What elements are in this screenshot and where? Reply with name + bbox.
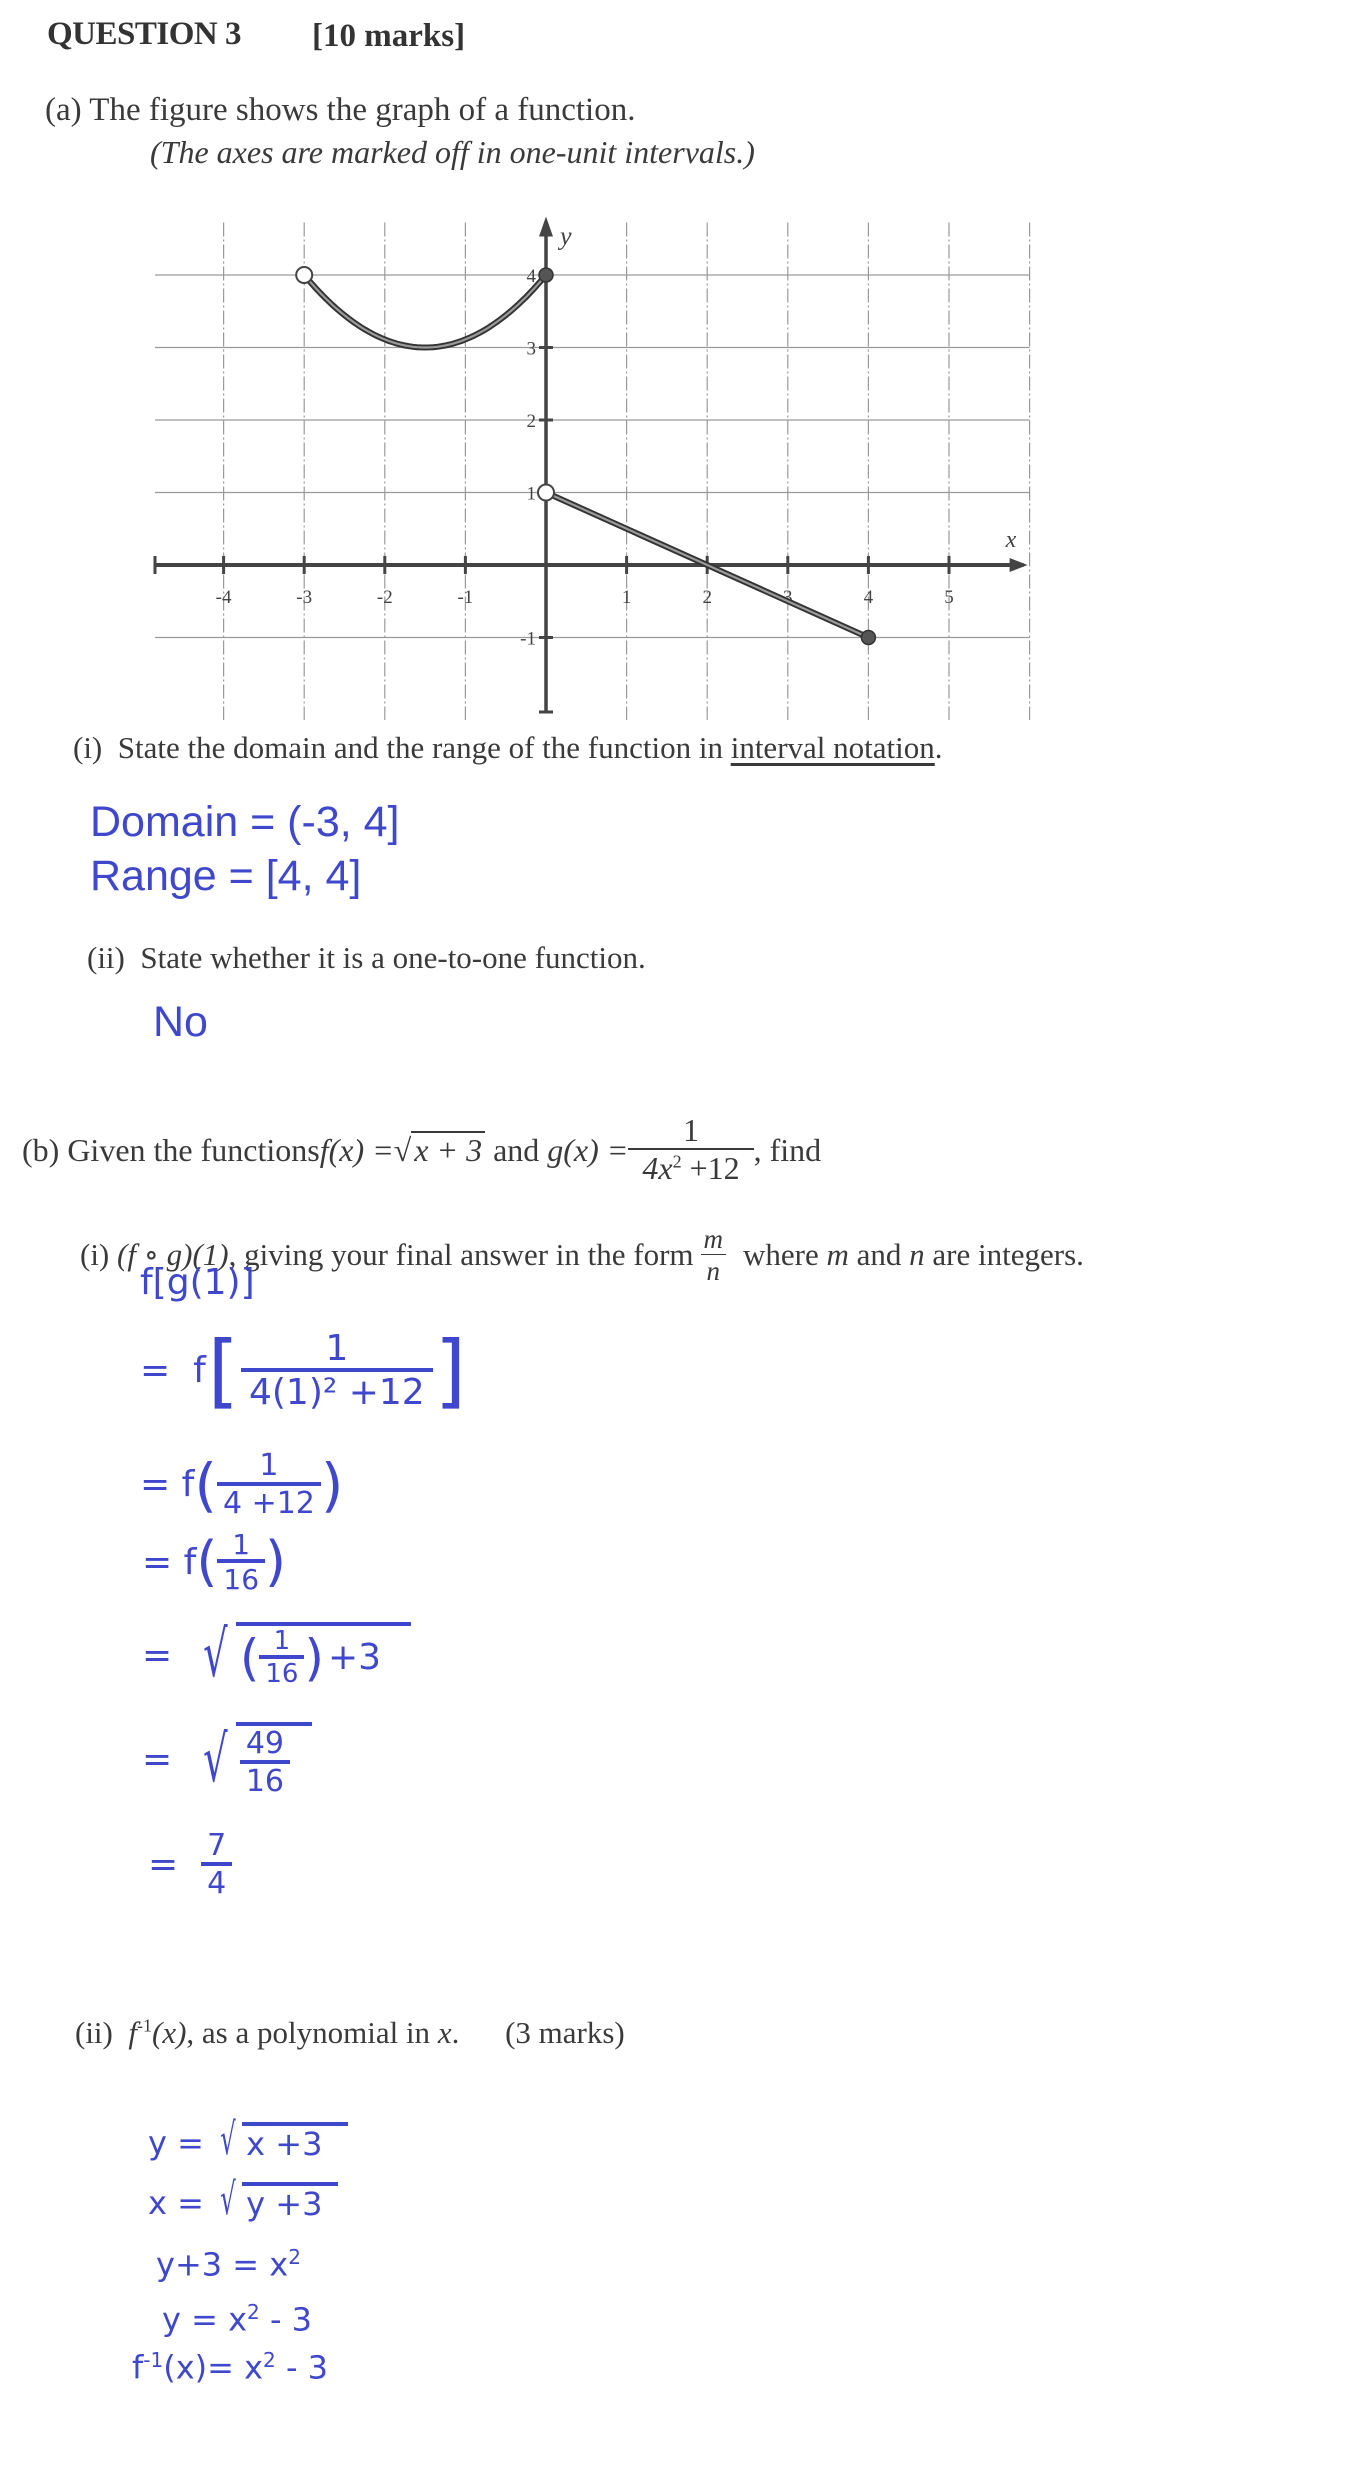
inverse-arg: (x): [152, 2015, 187, 2050]
var-n: n: [909, 1237, 925, 1272]
graph-ticks: [216, 266, 954, 650]
inv-line-1: [148, 2114, 348, 2165]
equals-sign: =: [148, 1844, 179, 1885]
work-numerator: 1: [232, 1528, 251, 1561]
inv-l5-b: - 3: [285, 2348, 329, 2387]
work-line-1: f[g(1)]: [140, 1262, 255, 1303]
equals-sign: =: [140, 1350, 171, 1392]
m-over-n-fraction: [698, 1225, 730, 1285]
work-fraction: [241, 1330, 433, 1412]
g-numerator: 1: [683, 1112, 699, 1149]
part-b-label: (b): [22, 1131, 60, 1168]
closed-endpoint: [861, 631, 875, 645]
y-tick-label: 3: [526, 338, 536, 360]
f-radicand: x + 3: [411, 1131, 485, 1168]
open-endpoint: [296, 267, 312, 283]
var-m: m: [826, 1237, 849, 1272]
part-b-prompt: [22, 1100, 821, 1200]
left-paren-icon: (: [194, 1450, 217, 1519]
work-radical: [236, 1622, 411, 1689]
part-b-intro: Given the functions: [67, 1131, 320, 1168]
root-icon: √: [203, 1722, 228, 1797]
x-axis-label: x: [1005, 527, 1017, 553]
inv-l5-exp2: 2: [263, 2348, 276, 2372]
q1-text: State the domain and the range of the function in: [117, 730, 731, 765]
work-fraction: [259, 1628, 304, 1689]
open-endpoint: [538, 485, 554, 501]
frac-n: n: [701, 1254, 727, 1285]
work-fraction: [240, 1728, 290, 1797]
right-paren-icon: ): [304, 1629, 324, 1688]
inverse-f: f: [128, 2015, 137, 2050]
work-line-6: [142, 1722, 312, 1797]
x-tick-label: 4: [863, 587, 874, 608]
x-tick-label: 5: [944, 587, 954, 608]
equals-sign: =: [142, 1739, 173, 1780]
work-fraction: [217, 1450, 321, 1519]
work-denominator: 16: [259, 1655, 304, 1688]
part-a-prompt: [45, 92, 635, 129]
composition-expr: (f ∘ g)(1): [117, 1237, 229, 1272]
left-paren-icon: (: [239, 1629, 260, 1688]
x-tick-label: 2: [702, 587, 712, 608]
inv-l4-exp: 2: [247, 2300, 260, 2324]
g-den-exponent: 2: [672, 1151, 682, 1172]
graph-curves: [304, 275, 868, 638]
work-f: f: [193, 1350, 206, 1392]
and-text-2: and: [856, 1237, 902, 1272]
x-tick-label: -2: [376, 587, 393, 608]
root-icon: √: [220, 2174, 236, 2225]
work-numerator: 1: [273, 1626, 291, 1656]
answer-one-to-one: No: [153, 998, 208, 1046]
function-graph: [130, 210, 1060, 720]
work-line-3: [140, 1450, 344, 1519]
frac-m: m: [703, 1224, 724, 1255]
inv-l5-f: f: [132, 2348, 144, 2387]
part-a-text: The figure shows the graph of a function.: [89, 92, 636, 128]
q1-underlined-text: interval notation: [730, 730, 935, 765]
g-den-term: 4x: [642, 1150, 673, 1186]
work-denominator: 4 +12: [217, 1482, 321, 1520]
y-axis-arrow-icon: [539, 217, 553, 237]
inv-line-5: [132, 2348, 328, 2387]
equals-sign: =: [140, 1464, 171, 1505]
y-tick-label: -1: [520, 628, 536, 650]
x-tick-label: 3: [783, 587, 793, 608]
where-text: where: [743, 1237, 819, 1272]
work-denominator: 4(1)² +12: [241, 1368, 433, 1412]
y-tick-label: 2: [526, 411, 536, 432]
var-x: x: [437, 2015, 452, 2050]
part-a-q1: [73, 730, 942, 766]
inverse-exponent: -1: [137, 2015, 152, 2036]
inv-l4-a: y = x: [162, 2300, 248, 2339]
work-line-7: [148, 1830, 232, 1899]
root-icon: √: [220, 2114, 236, 2165]
inv-l1-lhs: y =: [148, 2124, 204, 2162]
inv-l4-b: - 3: [269, 2300, 313, 2339]
x-tick-label: -1: [457, 587, 474, 608]
b-q2-dot: .: [451, 2015, 460, 2050]
final-numerator: 7: [207, 1828, 227, 1863]
part-a-note: (The axes are marked off in one-unit intervals.): [150, 134, 755, 170]
final-answer-fraction: [201, 1830, 232, 1899]
f-definition: f(x) =: [319, 1131, 394, 1168]
g-denominator: [628, 1148, 753, 1186]
find-text: , find: [753, 1131, 822, 1168]
work-line-5: [142, 1618, 411, 1693]
work-f: f: [183, 1541, 197, 1583]
inv-l3-exp: 2: [288, 2245, 301, 2269]
equals-sign: =: [142, 1541, 173, 1583]
right-paren-icon: ): [265, 1530, 287, 1594]
b-q1-text: , giving your final answer in the form: [228, 1237, 694, 1272]
work-numerator: 49: [245, 1726, 285, 1761]
inv-l1-radicand: x +3: [242, 2122, 348, 2162]
inv-l5-a: (x)= x: [163, 2348, 264, 2387]
final-denominator: 4: [201, 1862, 232, 1900]
g-definition: g(x) =: [547, 1131, 629, 1168]
work-numerator: 1: [325, 1328, 349, 1369]
work-denominator: 16: [240, 1760, 290, 1798]
inv-l2-lhs: x =: [148, 2184, 204, 2222]
inv-l5-exp: -1: [143, 2348, 164, 2372]
b-q2-marks: (3 marks): [505, 2015, 625, 2050]
inv-line-4: [162, 2300, 312, 2339]
root-icon: √: [203, 1618, 228, 1693]
graph-parabola-piece-highlight: [304, 275, 546, 348]
right-bracket-icon: ]: [434, 1323, 466, 1417]
q2-text: State whether it is a one-to-one function.: [140, 940, 646, 975]
equals-sign: =: [142, 1634, 173, 1676]
y-tick-label: 4: [526, 266, 536, 287]
sqrt-symbol: √: [393, 1131, 412, 1168]
left-bracket-icon: [: [207, 1323, 239, 1417]
x-tick-label: -3: [296, 587, 313, 608]
part-a-q2: [87, 940, 646, 976]
g-den-constant: +12: [681, 1150, 740, 1186]
inv-line-3: [156, 2245, 301, 2284]
work-line-4: [142, 1530, 286, 1595]
q1-label: (i): [73, 730, 103, 765]
work-numerator: 1: [259, 1448, 279, 1483]
part-b-q2: [75, 2015, 625, 2051]
q2-label: (ii): [87, 940, 125, 975]
tail-text: are integers.: [932, 1237, 1084, 1272]
graph-grid: [155, 223, 1030, 721]
q1-text-end: .: [934, 730, 943, 765]
b-q2-text: , as a polynomial in: [186, 2015, 438, 2050]
y-axis-label: y: [560, 221, 572, 251]
question-marks: [10 marks]: [312, 18, 466, 54]
work-radical: [236, 1722, 312, 1797]
part-a-label: (a): [45, 92, 82, 128]
x-axis-arrow-icon: [1010, 558, 1028, 572]
y-tick-label: 1: [526, 483, 536, 505]
right-paren-icon: ): [320, 1450, 344, 1519]
work-line-2: [140, 1323, 466, 1417]
work-denominator: 16: [217, 1559, 265, 1594]
inv-line-2: [148, 2174, 338, 2225]
answer-domain: Domain = (-3, 4]: [90, 798, 400, 846]
and-text: and: [493, 1131, 540, 1168]
b-q2-label: (ii): [75, 2015, 113, 2050]
closed-endpoint: [539, 268, 553, 282]
b-q1-label: (i): [80, 1237, 110, 1272]
left-paren-icon: (: [196, 1530, 218, 1594]
g-fraction: [628, 1114, 753, 1185]
inv-l2-radicand: y +3: [242, 2182, 338, 2222]
answer-range: Range = [4, 4]: [90, 852, 362, 900]
x-tick-label: 1: [621, 587, 632, 608]
inv-l3: y+3 = x: [156, 2245, 289, 2284]
work-fraction: [217, 1530, 265, 1595]
plus-three: +3: [327, 1637, 382, 1679]
work-f: f: [181, 1464, 195, 1505]
question-title: QUESTION 3: [47, 16, 241, 52]
x-tick-label: -4: [215, 587, 232, 608]
